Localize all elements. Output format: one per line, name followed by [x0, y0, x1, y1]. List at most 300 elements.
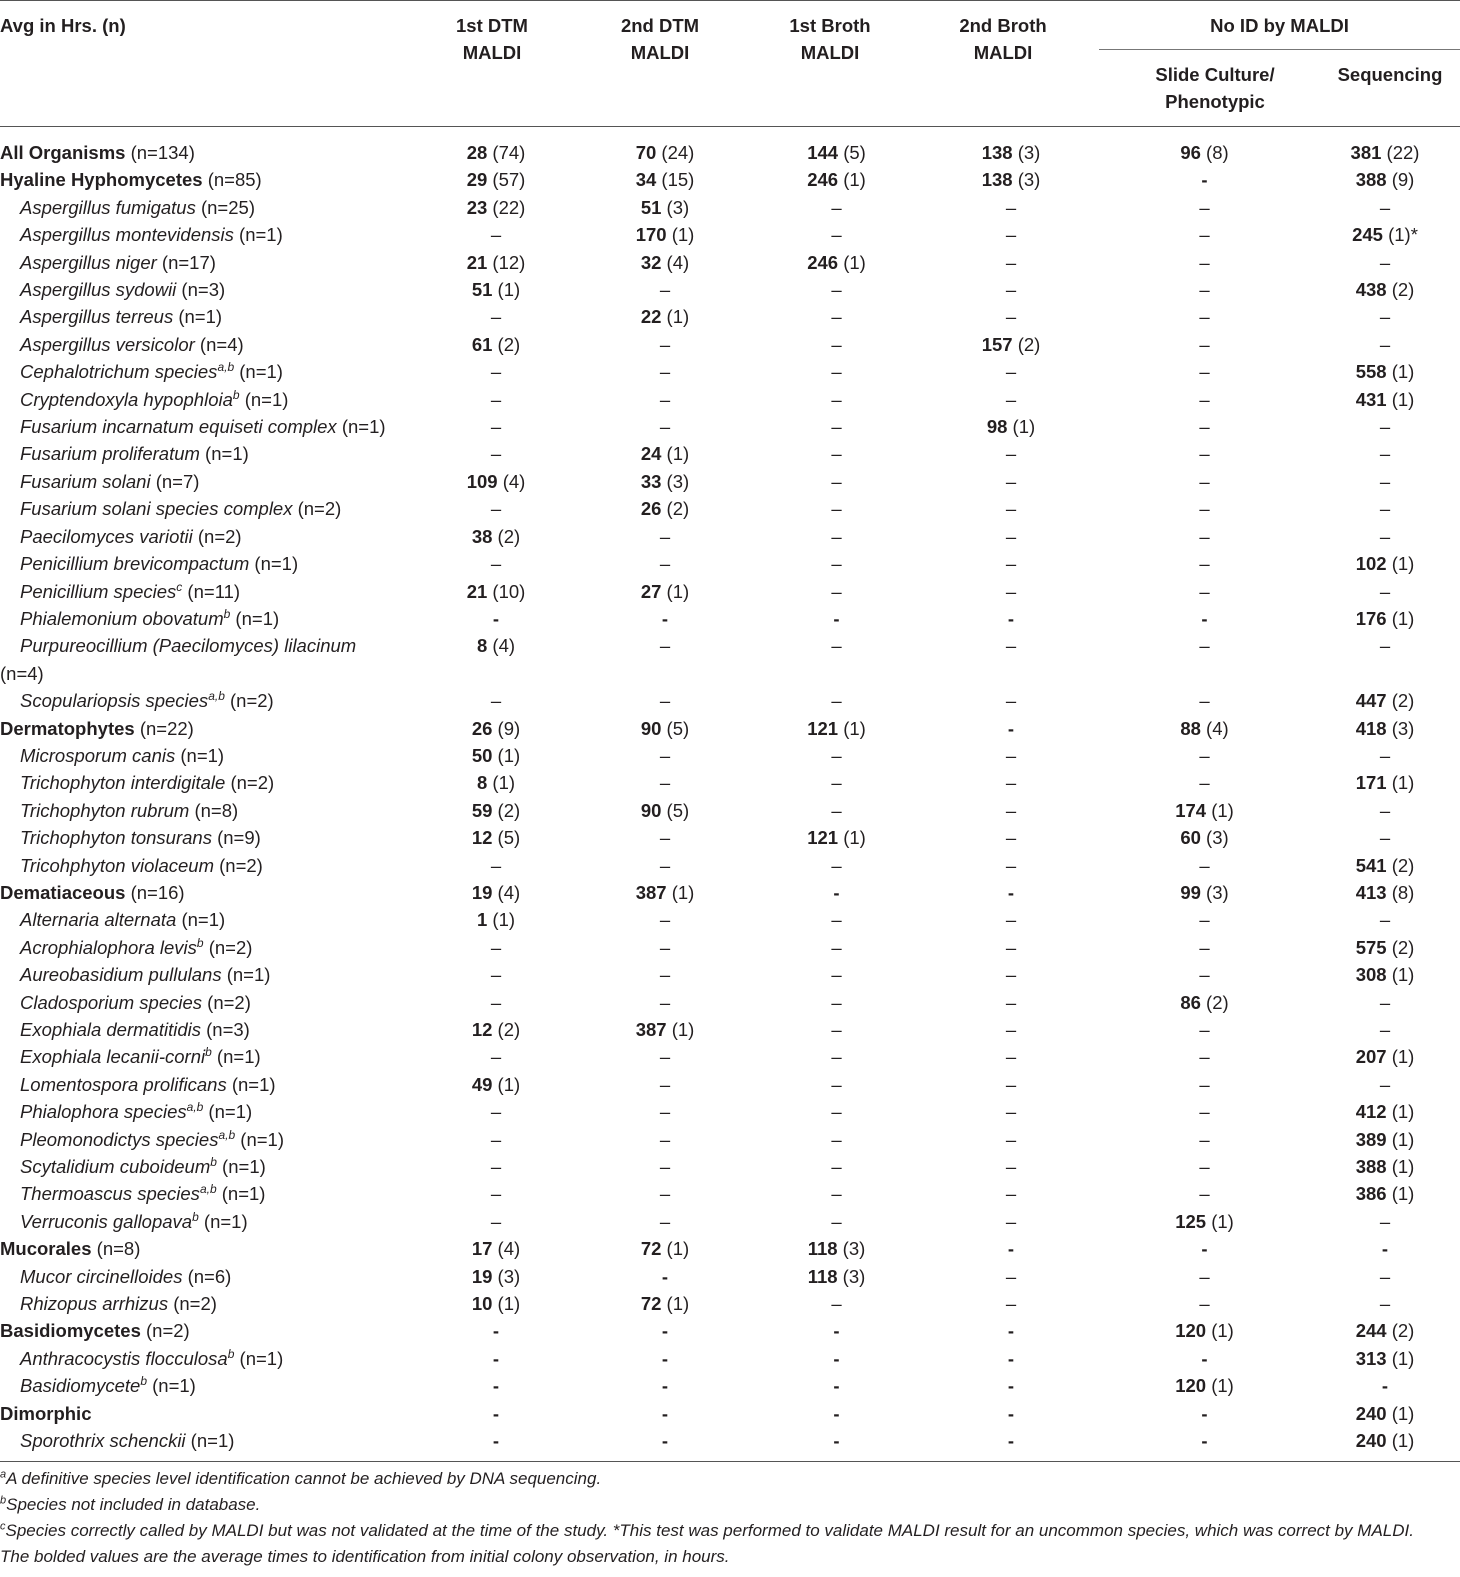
value-cell: – — [1379, 443, 1391, 465]
value-cell: 240 (1) — [1355, 1402, 1415, 1424]
value-cell: 102 (1) — [1355, 553, 1415, 575]
value-cell: – — [1199, 1073, 1210, 1095]
value-cell: – — [1005, 443, 1017, 465]
value-cell: – — [1005, 772, 1017, 794]
header-sequencing: Sequencing — [1337, 64, 1443, 85]
value-cell: – — [1199, 1101, 1210, 1123]
value-cell: – — [1199, 416, 1210, 438]
table-row — [0, 221, 1460, 248]
table-row — [0, 989, 1460, 1016]
value-cell: – — [1005, 799, 1017, 821]
header-rule — [0, 126, 1460, 127]
value-cell: – — [1379, 306, 1391, 328]
value-cell: – — [831, 909, 842, 931]
table-row — [0, 1263, 1460, 1290]
value-cell: – — [490, 224, 502, 246]
value-cell: 51 (3) — [640, 196, 690, 218]
value-cell: 118 (3) — [807, 1265, 866, 1287]
value-cell: – — [1379, 333, 1391, 355]
value-cell: – — [1199, 196, 1210, 218]
footnote-bold-note: The bolded values are the average times to identification from initial colony observation, in hours. — [0, 1547, 730, 1566]
value-cell: – — [1199, 1128, 1210, 1150]
value-cell: 99 (3) — [1180, 881, 1229, 903]
value-cell: 21 (12) — [466, 251, 526, 273]
table-row — [0, 331, 1460, 358]
header-1st-dtm: 1st DTM MALDI — [456, 15, 528, 63]
value-cell: – — [1199, 306, 1210, 328]
value-cell: – — [1005, 470, 1017, 492]
value-cell: - — [1201, 1402, 1208, 1424]
species-name-cell: Trichophyton tonsurans (n=9) — [20, 827, 261, 849]
value-cell: – — [1199, 1265, 1210, 1287]
value-cell: 170 (1) — [635, 224, 695, 246]
value-cell: - — [1381, 1238, 1389, 1260]
value-cell: – — [831, 361, 842, 383]
value-cell: - — [833, 1402, 840, 1424]
value-cell: 61 (2) — [471, 333, 521, 355]
species-name-cell: Aspergillus niger (n=17) — [20, 251, 216, 273]
value-cell: – — [490, 498, 502, 520]
table-row — [0, 1427, 1460, 1454]
value-cell: 49 (1) — [471, 1073, 521, 1095]
value-cell: - — [1007, 607, 1015, 629]
value-cell: 8 (4) — [476, 635, 516, 657]
species-name-cell: Mucor circinelloides (n=6) — [20, 1265, 232, 1287]
table-row — [0, 1043, 1460, 1070]
value-cell: – — [831, 1293, 842, 1315]
table-row — [0, 715, 1460, 742]
species-name-cell: Rhizopus arrhizus (n=2) — [20, 1293, 217, 1315]
species-name-cell: Sporothrix schenckii (n=1) — [20, 1430, 235, 1452]
species-name-cell: Fusarium incarnatum equiseti complex (n=1) — [20, 416, 386, 438]
footnote-b: $^b$Species not included in database. — [0, 1494, 261, 1514]
value-cell: – — [831, 1101, 842, 1123]
value-cell: 138 (3) — [981, 169, 1041, 191]
value-cell: – — [831, 799, 842, 821]
value-cell: 121 (1) — [807, 717, 866, 739]
value-cell: 171 (1) — [1355, 772, 1415, 794]
value-cell: – — [659, 1128, 671, 1150]
value-cell: – — [659, 635, 671, 657]
header-no-id: No ID by MALDI — [1210, 15, 1349, 36]
value-cell: – — [831, 470, 842, 492]
value-cell: – — [659, 553, 671, 575]
value-cell: – — [1005, 553, 1017, 575]
value-cell: - — [1007, 881, 1015, 903]
value-cell: – — [490, 416, 502, 438]
value-cell: – — [1199, 854, 1210, 876]
value-cell: – — [490, 936, 502, 958]
value-cell: – — [1199, 1293, 1210, 1315]
value-cell: – — [490, 553, 502, 575]
value-cell: – — [659, 1210, 671, 1232]
value-cell: 244 (2) — [1355, 1320, 1415, 1342]
value-cell: – — [1379, 1019, 1391, 1040]
value-cell: – — [659, 333, 671, 355]
value-cell: – — [1379, 991, 1391, 1013]
value-cell: – — [1199, 1183, 1210, 1205]
value-cell: – — [831, 936, 842, 958]
value-cell: 447 (2) — [1355, 690, 1415, 712]
species-name-cell: Alternaria alternata (n=1) — [20, 909, 226, 931]
value-cell: – — [831, 991, 842, 1013]
value-cell: – — [1005, 854, 1017, 876]
value-cell: – — [1199, 936, 1210, 958]
value-cell: – — [659, 772, 671, 794]
table-row — [0, 687, 1460, 714]
value-cell: - — [661, 1402, 669, 1424]
value-cell: 109 (4) — [466, 470, 526, 492]
value-cell: – — [831, 744, 842, 766]
value-cell: - — [661, 1375, 669, 1397]
value-cell: – — [1005, 1073, 1017, 1095]
value-cell: – — [831, 443, 842, 465]
value-cell: – — [1379, 744, 1391, 766]
species-name-cell: Aspergillus fumigatus (n=25) — [20, 196, 255, 218]
value-cell: – — [831, 498, 842, 520]
value-cell: 27 (1) — [640, 580, 690, 602]
value-cell: - — [1381, 1375, 1389, 1397]
value-cell: – — [1005, 1265, 1017, 1287]
value-cell: - — [1007, 1402, 1015, 1424]
value-cell: – — [1005, 635, 1017, 657]
value-cell: – — [1199, 964, 1210, 986]
value-cell: – — [1199, 388, 1210, 410]
value-cell: – — [1199, 333, 1210, 355]
value-cell: 388 (9) — [1355, 169, 1415, 191]
group-name-cell: Dematiaceous (n=16) — [0, 881, 185, 903]
value-cell: 21 (10) — [466, 580, 526, 602]
species-name-cell: Phialemonium obovatum$^b$ (n=1) — [20, 606, 280, 629]
value-cell: – — [1379, 470, 1391, 492]
value-cell: - — [1201, 607, 1208, 629]
value-cell: – — [1199, 443, 1210, 465]
value-cell: – — [659, 690, 671, 712]
header-2nd-broth: 2nd Broth MALDI — [959, 15, 1047, 63]
value-cell: – — [831, 388, 842, 410]
value-cell: – — [1005, 306, 1017, 328]
value-cell: – — [1379, 827, 1391, 849]
value-cell: 23 (22) — [466, 196, 526, 218]
species-name-cell: Thermoascus species$^{a,b}$ (n=1) — [20, 1182, 266, 1205]
species-name-cell: Phialophora species$^{a,b}$ (n=1) — [20, 1100, 253, 1123]
value-cell: 389 (1) — [1355, 1128, 1415, 1150]
value-cell: 70 (24) — [635, 142, 695, 163]
value-cell: – — [1005, 991, 1017, 1013]
species-name-cell: Penicillium brevicompactum (n=1) — [20, 553, 299, 575]
value-cell: – — [1379, 251, 1391, 273]
table-row — [0, 440, 1460, 467]
header-2nd-dtm: 2nd DTM MALDI — [620, 15, 700, 63]
value-cell: 308 (1) — [1355, 964, 1415, 986]
value-cell: – — [659, 1183, 671, 1205]
value-cell: 118 (3) — [807, 1238, 866, 1260]
value-cell: – — [659, 744, 671, 766]
value-cell: 157 (2) — [981, 333, 1041, 355]
value-cell: 246 (1) — [807, 251, 866, 273]
table-row — [0, 1372, 1460, 1399]
table-row — [0, 797, 1460, 824]
value-cell: 176 (1) — [1355, 607, 1415, 629]
value-cell: 26 (2) — [640, 498, 690, 520]
value-cell: 98 (1) — [986, 416, 1036, 438]
value-cell: – — [490, 306, 502, 328]
value-cell: - — [833, 1430, 840, 1452]
value-cell: - — [833, 881, 840, 903]
value-cell: - — [661, 1265, 669, 1287]
table-row — [0, 1071, 1460, 1098]
value-cell: 59 (2) — [471, 799, 521, 821]
value-cell: – — [490, 991, 502, 1013]
species-name-cell: Scopulariopsis species$^{a,b}$ (n=2) — [20, 688, 274, 712]
species-name-cell: Aspergillus versicolor (n=4) — [20, 333, 244, 355]
table-row — [0, 769, 1460, 796]
value-cell: 86 (2) — [1180, 991, 1229, 1013]
value-cell: 240 (1) — [1355, 1430, 1415, 1452]
value-cell: – — [1199, 553, 1210, 575]
value-cell: 207 (1) — [1355, 1046, 1415, 1068]
value-cell: 413 (8) — [1355, 881, 1415, 903]
value-cell: - — [1201, 1430, 1208, 1452]
value-cell: - — [492, 607, 500, 629]
value-cell: – — [659, 854, 671, 876]
value-cell: – — [1379, 1210, 1391, 1232]
value-cell: – — [831, 224, 842, 246]
value-cell: – — [1199, 744, 1210, 766]
value-cell: – — [1379, 1265, 1391, 1287]
species-name-cell: Anthracocystis flocculosa$^b$ (n=1) — [20, 1346, 284, 1369]
value-cell: – — [1005, 1183, 1017, 1205]
data-table — [0, 139, 1460, 1455]
species-name-cell: Exophiala dermatitidis (n=3) — [20, 1019, 250, 1040]
value-cell: - — [1007, 1238, 1015, 1260]
value-cell: – — [831, 690, 842, 712]
value-cell: - — [492, 1320, 500, 1342]
value-cell: - — [661, 1430, 669, 1452]
value-cell: 19 (4) — [471, 881, 521, 903]
value-cell: 438 (2) — [1355, 279, 1415, 301]
value-cell: – — [490, 1046, 502, 1068]
value-cell: 12 (5) — [471, 827, 521, 849]
value-cell: – — [1005, 1293, 1017, 1315]
table-row — [0, 1208, 1460, 1235]
value-cell: – — [1005, 498, 1017, 520]
value-cell: – — [1379, 580, 1391, 602]
species-name-cell: Paecilomyces variotii (n=2) — [20, 525, 242, 547]
value-cell: 88 (4) — [1180, 717, 1229, 739]
value-cell: 19 (3) — [471, 1265, 521, 1287]
value-cell: – — [1005, 196, 1017, 218]
species-name-cell: Aspergillus terreus (n=1) — [20, 306, 223, 328]
species-name-cell: Trichophyton rubrum (n=8) — [20, 799, 239, 821]
value-cell: 575 (2) — [1355, 936, 1415, 958]
group-name-cell: Hyaline Hyphomycetes (n=85) — [0, 169, 262, 191]
value-cell: - — [492, 1375, 500, 1397]
table-row — [0, 194, 1460, 221]
species-name-cell: Trichophyton interdigitale (n=2) — [20, 772, 275, 794]
value-cell: – — [1005, 1019, 1017, 1040]
value-cell: – — [1379, 196, 1391, 218]
value-cell: – — [1199, 361, 1210, 383]
value-cell: – — [831, 1046, 842, 1068]
value-cell: 24 (1) — [640, 443, 690, 465]
value-cell: - — [1201, 1238, 1208, 1260]
value-cell: - — [661, 1320, 669, 1342]
value-cell: – — [1199, 1156, 1210, 1178]
table-row — [0, 879, 1460, 906]
value-cell: - — [1007, 1375, 1015, 1397]
value-cell: 388 (1) — [1355, 1156, 1415, 1178]
table-row — [0, 742, 1460, 769]
value-cell: 32 (4) — [640, 251, 690, 273]
value-cell: 28 (74) — [466, 142, 526, 163]
value-cell: – — [1199, 909, 1210, 931]
value-cell: – — [831, 964, 842, 986]
value-cell: 51 (1) — [471, 279, 521, 301]
value-cell: 144 (5) — [807, 142, 866, 163]
table-row — [0, 605, 1460, 632]
value-cell: – — [1379, 1073, 1391, 1095]
value-cell: 1 (1) — [476, 909, 516, 931]
species-name-cell: Cryptendoxyla hypophloia$^b$ (n=1) — [20, 387, 289, 410]
value-cell: 558 (1) — [1355, 361, 1415, 383]
value-cell: 138 (3) — [981, 142, 1041, 163]
species-name-cell: Cephalotrichum species$^{a,b}$ (n=1) — [20, 360, 283, 383]
table-row — [0, 550, 1460, 577]
species-name-cell: Microsporum canis (n=1) — [20, 744, 225, 766]
value-cell: – — [1379, 498, 1391, 520]
table-row — [0, 906, 1460, 933]
table-row — [0, 1016, 1460, 1043]
value-cell: – — [1199, 525, 1210, 547]
table-row — [0, 1180, 1460, 1207]
species-name-cell: Penicillium species$^c$ (n=11) — [20, 579, 241, 602]
value-cell: 313 (1) — [1355, 1347, 1415, 1369]
value-cell: – — [1005, 909, 1017, 931]
table-row — [0, 523, 1460, 550]
value-cell: - — [1007, 1347, 1015, 1369]
value-cell: – — [1379, 416, 1391, 438]
value-cell: – — [659, 361, 671, 383]
value-cell: - — [1201, 1347, 1208, 1369]
value-cell: – — [831, 1183, 842, 1205]
table-row — [0, 934, 1460, 961]
value-cell: 72 (1) — [640, 1238, 690, 1260]
species-name-cell: Pleomonodictys species$^{a,b}$ (n=1) — [20, 1127, 284, 1150]
table-row — [0, 1345, 1460, 1372]
value-cell: – — [1005, 388, 1017, 410]
footnote-c: $^c$Species correctly called by MALDI but was not validated at the time of the study. *This test was performed to validate MALDI result for an uncommon species, which was correct by MALDI. — [0, 1520, 1414, 1540]
value-cell: 412 (1) — [1355, 1101, 1415, 1123]
value-cell: – — [831, 553, 842, 575]
value-cell: – — [659, 1073, 671, 1095]
value-cell: 90 (5) — [640, 799, 690, 821]
value-cell: – — [1005, 224, 1017, 246]
value-cell: – — [831, 1210, 842, 1232]
value-cell: 90 (5) — [640, 717, 690, 739]
table-row — [0, 495, 1460, 522]
table-row — [0, 1098, 1460, 1125]
value-cell: – — [659, 388, 671, 410]
value-cell: – — [831, 525, 842, 547]
table-row — [0, 166, 1460, 193]
value-cell: - — [492, 1347, 500, 1369]
value-cell: 120 (1) — [1175, 1375, 1234, 1397]
table-row — [0, 1235, 1460, 1262]
table-row — [0, 358, 1460, 385]
value-cell: - — [833, 1375, 840, 1397]
table-row — [0, 1317, 1460, 1344]
value-cell: 541 (2) — [1355, 854, 1415, 876]
species-name-cell: Exophiala lecanii-corni$^b$ (n=1) — [20, 1045, 261, 1068]
table-row — [0, 1153, 1460, 1180]
top-rule — [0, 0, 1460, 1]
value-cell: 17 (4) — [471, 1238, 521, 1260]
value-cell: – — [1199, 251, 1210, 273]
value-cell: 418 (3) — [1355, 717, 1415, 739]
species-name-cell: Basidiomycete$^b$ (n=1) — [20, 1374, 196, 1397]
table-row — [0, 824, 1460, 851]
value-cell: – — [1199, 498, 1210, 520]
species-name-cell: Tricohphyton violaceum (n=2) — [20, 854, 263, 876]
value-cell: – — [1005, 936, 1017, 958]
table-row — [0, 413, 1460, 440]
value-cell: – — [831, 854, 842, 876]
value-cell: – — [1005, 1128, 1017, 1150]
value-cell: – — [659, 1046, 671, 1068]
value-cell: – — [1379, 799, 1391, 821]
value-cell: – — [490, 1210, 502, 1232]
species-name-cell: Aspergillus montevidensis (n=1) — [20, 224, 283, 246]
value-cell: – — [659, 909, 671, 931]
table-row — [0, 852, 1460, 879]
value-cell: – — [1199, 470, 1210, 492]
value-cell: – — [1199, 772, 1210, 794]
value-cell: – — [1005, 827, 1017, 849]
value-cell: 12 (2) — [471, 1019, 521, 1040]
value-cell: 431 (1) — [1355, 388, 1415, 410]
value-cell: – — [1379, 1293, 1391, 1315]
value-cell: – — [831, 196, 842, 218]
value-cell: – — [1379, 635, 1391, 657]
value-cell: – — [1005, 744, 1017, 766]
table-row — [0, 1400, 1460, 1427]
value-cell: – — [831, 306, 842, 328]
value-cell: 387 (1) — [635, 1019, 695, 1040]
value-cell: – — [1199, 224, 1210, 246]
value-cell: – — [1005, 964, 1017, 986]
value-cell: – — [490, 1183, 502, 1205]
header-1st-broth: 1st Broth MALDI — [789, 15, 871, 63]
value-cell: 34 (15) — [635, 169, 695, 191]
header-avg-hrs: Avg in Hrs. (n) — [0, 15, 126, 36]
value-cell: 386 (1) — [1355, 1183, 1415, 1205]
value-cell: – — [1379, 525, 1391, 547]
value-cell: – — [490, 1128, 502, 1150]
value-cell: – — [1199, 279, 1210, 301]
value-cell: 50 (1) — [471, 744, 521, 766]
value-cell: 246 (1) — [807, 169, 866, 191]
table-row — [0, 249, 1460, 276]
value-cell: – — [490, 854, 502, 876]
species-name-cell: Acrophialophora levis$^b$ (n=2) — [20, 935, 253, 958]
value-cell: – — [1005, 279, 1017, 301]
value-cell: – — [659, 279, 671, 301]
species-name-cell: Purpureocillium (Paecilomyces) lilacinum (n=4) — [0, 635, 357, 684]
table-row — [0, 1126, 1460, 1153]
value-cell: – — [1005, 580, 1017, 602]
value-cell: – — [490, 1101, 502, 1123]
